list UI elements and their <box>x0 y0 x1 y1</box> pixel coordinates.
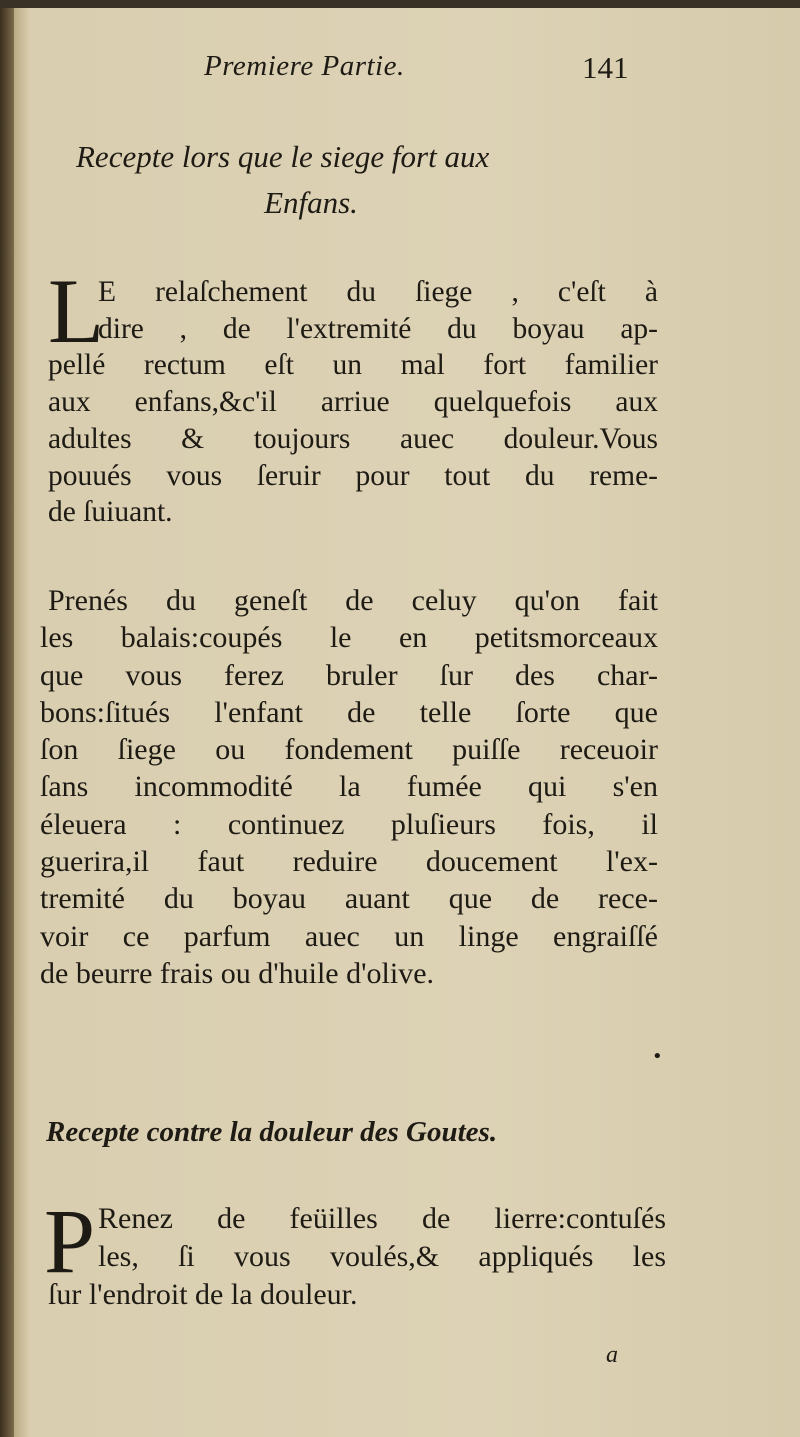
text-line: adultes & toujours auec douleur.Vous <box>48 422 658 455</box>
text-line: les, ſi vous voulés,& appliqués les <box>98 1240 666 1273</box>
drop-cap-2: P <box>44 1190 96 1292</box>
text-line: pouués vous ſeruir pour tout du reme- <box>48 459 658 492</box>
recipe-heading-1 <box>76 134 676 226</box>
text-line: E relaſchement du ſiege , c'eſt à <box>98 276 658 308</box>
recipe-2-paragraph <box>48 1200 666 1314</box>
recipe-heading-1-line1: Recepte lors que le siege fort aux <box>76 139 490 174</box>
catchword: a <box>606 1342 618 1368</box>
text-line: bons:ſitués l'enfant de telle ſorte que <box>40 695 658 729</box>
recipe-heading-1-line2: Enfans. <box>264 185 358 220</box>
text-line: que vous ferez bruler ſur des char- <box>40 658 658 692</box>
recipe-1-paragraph-1 <box>48 260 658 531</box>
recipe-heading-2: Recepte contre la douleur des Goutes. <box>46 1116 498 1148</box>
text-line: pellé rectum eſt un mal fort familier <box>48 349 658 382</box>
text-line: ſans incommodité la fumée qui s'en <box>40 770 658 804</box>
text-line: ſur l'endroit de la douleur. <box>48 1278 358 1311</box>
text-line: guerira,il faut reduire doucement l'ex- <box>40 845 658 879</box>
ink-mark-icon: • <box>652 1046 663 1067</box>
text-line: éleuera : continuez pluſieurs fois, il <box>40 807 658 841</box>
page-top-edge <box>0 0 800 8</box>
text-line: Prenés du geneſt de celuy qu'on fait <box>48 584 658 617</box>
text-line: dire , de l'extremité du boyau ap- <box>98 312 658 345</box>
text-line: Renez de feüilles de lierre:contuſés <box>98 1202 666 1235</box>
running-head <box>204 46 674 92</box>
text-line: aux enfans,&c'il arriue quelquefois aux <box>48 386 658 419</box>
text-line: de beurre frais ou d'huile d'olive. <box>40 956 435 990</box>
text-line: les balais:coupés le en petitsmorceaux <box>40 621 658 655</box>
text-line: tremité du boyau auant que de rece- <box>40 882 658 916</box>
text-line: de ſuiuant. <box>48 496 173 529</box>
text-line: voir ce parfum auec un linge engraiſſé <box>40 919 658 953</box>
page-number: 141 <box>582 50 629 85</box>
drop-cap-1: L <box>48 260 105 362</box>
running-head-title: Premiere Partie. <box>204 50 405 82</box>
text-line: ſon ſiege ou fondement puiſſe receuoir <box>40 733 658 767</box>
book-spine-shadow <box>0 0 14 1437</box>
recipe-1-paragraph-2 <box>40 582 658 992</box>
